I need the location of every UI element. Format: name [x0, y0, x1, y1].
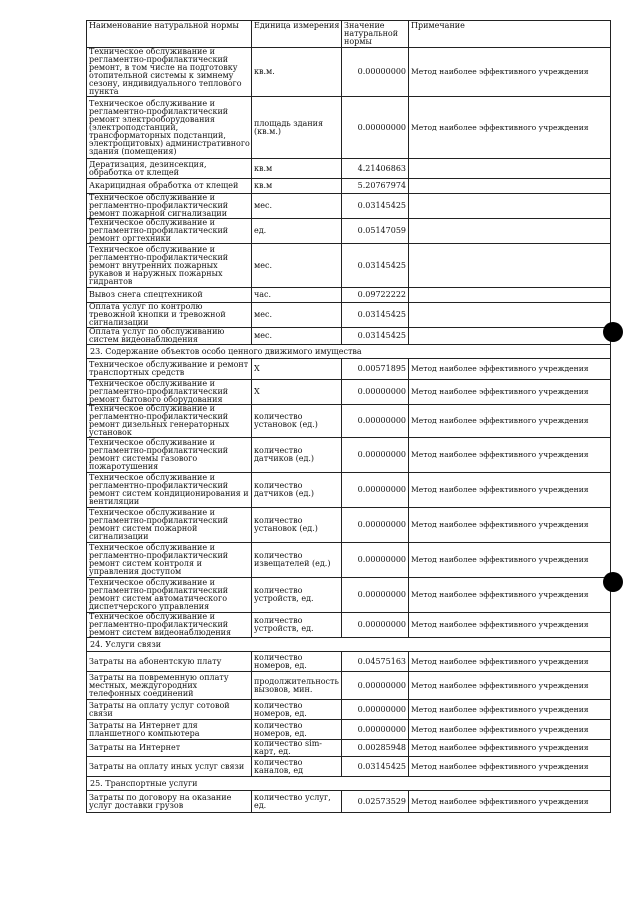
row-unit: количество каналов, ед [252, 757, 342, 777]
row-name: Затраты на Интернет [87, 740, 252, 757]
row-unit: мес. [252, 328, 342, 345]
row-note [409, 244, 611, 288]
row-value: 0.00571895 [342, 359, 409, 380]
row-value: 0.00000000 [342, 405, 409, 438]
row-note [409, 303, 611, 328]
section-row [87, 777, 611, 791]
row-note: Метод наиболее эффективного учреждения [409, 652, 611, 672]
table-row [87, 672, 611, 700]
table-row [87, 288, 611, 303]
row-note: Метод наиболее эффективного учреждения [409, 578, 611, 613]
row-note: Метод наиболее эффективного учреждения [409, 508, 611, 543]
table-row [87, 791, 611, 813]
row-note [409, 219, 611, 244]
row-value: 0.00000000 [342, 438, 409, 473]
row-name: Техническое обслуживание и регламентно-профилактический ремонт бытового оборудования [87, 380, 252, 405]
row-name: Затраты на Интернет для планшетного компьютера [87, 720, 252, 740]
row-value: 0.03145425 [342, 328, 409, 345]
row-note: Метод наиболее эффективного учреждения [409, 700, 611, 720]
row-note: Метод наиболее эффективного учреждения [409, 359, 611, 380]
row-note: Метод наиболее эффективного учреждения [409, 438, 611, 473]
row-name: Техническое обслуживание и регламентно-профилактический ремонт внутренних пожарных рукавов и наружных пожарных гидрантов [87, 244, 252, 288]
row-name: Техническое обслуживание и регламентно-профилактический ремонт пожарной сигнализации [87, 194, 252, 219]
row-note: Метод наиболее эффективного учреждения [409, 791, 611, 813]
row-value: 0.03145425 [342, 194, 409, 219]
table-row [87, 359, 611, 380]
table-row [87, 757, 611, 777]
row-name: Затраты на оплату иных услуг связи [87, 757, 252, 777]
row-name: Техническое обслуживание и ремонт транспортных средств [87, 359, 252, 380]
row-unit: кв.м. [252, 48, 342, 97]
row-name: Акарицидная обработка от клещей [87, 179, 252, 194]
row-value: 0.09722222 [342, 288, 409, 303]
row-name: Техническое обслуживание и регламентно-профилактический ремонт оргтехники [87, 219, 252, 244]
table-row [87, 328, 611, 345]
row-note: Метод наиболее эффективного учреждения [409, 613, 611, 638]
row-value: 0.03145425 [342, 244, 409, 288]
row-value: 0.00000000 [342, 700, 409, 720]
row-name: Дератизация, дезинсекция, обработка от клещей [87, 159, 252, 179]
binder-hole-bottom [603, 572, 623, 592]
row-value: 0.00000000 [342, 48, 409, 97]
section-title: 25. Транспортные услуги [87, 777, 611, 791]
row-note [409, 179, 611, 194]
row-unit: количество услуг, ед. [252, 791, 342, 813]
table-row [87, 578, 611, 613]
row-name: Оплата услуг по контролю тревожной кнопки и тревожной сигнализации [87, 303, 252, 328]
header-value: Значение натуральной нормы [342, 21, 409, 48]
section-row [87, 345, 611, 359]
row-value: 0.03145425 [342, 303, 409, 328]
table-row [87, 48, 611, 97]
table-row [87, 97, 611, 159]
row-unit: ед. [252, 219, 342, 244]
row-note [409, 159, 611, 179]
table-row [87, 194, 611, 219]
row-name: Техническое обслуживание и регламентно-профилактический ремонт систем контроля и управления доступом [87, 543, 252, 578]
row-note [409, 288, 611, 303]
row-note: Метод наиболее эффективного учреждения [409, 740, 611, 757]
row-value: 0.00000000 [342, 672, 409, 700]
row-value: 0.00000000 [342, 543, 409, 578]
section-row [87, 638, 611, 652]
table-row [87, 700, 611, 720]
table-row [87, 219, 611, 244]
row-unit: кв.м [252, 179, 342, 194]
row-name: Техническое обслуживание и регламентно-профилактический ремонт, в том числе на подготовку отопительной системы к зимнему сезону, индивидуального теплового пункта [87, 48, 252, 97]
row-unit: количество установок (ед.) [252, 508, 342, 543]
table-row [87, 303, 611, 328]
row-note: Метод наиболее эффективного учреждения [409, 380, 611, 405]
table-row [87, 179, 611, 194]
row-unit: час. [252, 288, 342, 303]
table-row [87, 473, 611, 508]
row-name: Техническое обслуживание и регламентно-профилактический ремонт систем пожарной сигнализации [87, 508, 252, 543]
row-unit: продолжительность вызовов, мин. [252, 672, 342, 700]
header-name: Наименование натуральной нормы [87, 21, 252, 48]
row-value: 0.00000000 [342, 578, 409, 613]
row-value: 0.00000000 [342, 97, 409, 159]
row-unit: мес. [252, 303, 342, 328]
row-unit: количество номеров, ед. [252, 700, 342, 720]
row-note: Метод наиболее эффективного учреждения [409, 473, 611, 508]
section-title: 24. Услуги связи [87, 638, 611, 652]
header-note: Примечание [409, 21, 611, 48]
norms-table-body [87, 21, 611, 813]
row-unit: количество установок (ед.) [252, 405, 342, 438]
norms-table [86, 20, 611, 813]
row-unit: площадь здания (кв.м.) [252, 97, 342, 159]
table-row [87, 380, 611, 405]
section-title: 23. Содержание объектов особо ценного движимого имущества [87, 345, 611, 359]
row-value: 0.04575163 [342, 652, 409, 672]
header-row [87, 21, 611, 48]
row-name: Затраты по договору на оказание услуг доставки грузов [87, 791, 252, 813]
binder-hole-top [603, 322, 623, 342]
row-unit: Х [252, 380, 342, 405]
row-note: Метод наиболее эффективного учреждения [409, 757, 611, 777]
row-name: Техническое обслуживание и регламентно-профилактический ремонт систем видеонаблюдения [87, 613, 252, 638]
row-value: 0.00000000 [342, 613, 409, 638]
row-value: 5.20767974 [342, 179, 409, 194]
row-note: Метод наиболее эффективного учреждения [409, 405, 611, 438]
table-row [87, 613, 611, 638]
row-name: Оплата услуг по обслуживанию систем видеонаблюдения [87, 328, 252, 345]
table-row [87, 652, 611, 672]
header-unit: Единица измерения [252, 21, 342, 48]
row-note: Метод наиболее эффективного учреждения [409, 97, 611, 159]
table-row [87, 740, 611, 757]
row-value: 0.00000000 [342, 508, 409, 543]
row-name: Затраты на оплату услуг сотовой связи [87, 700, 252, 720]
row-unit: количество номеров, ед. [252, 652, 342, 672]
row-name: Техническое обслуживание и регламентно-профилактический ремонт дизельных генераторных установок [87, 405, 252, 438]
row-value: 0.00285948 [342, 740, 409, 757]
row-unit: количество извещателей (ед.) [252, 543, 342, 578]
row-value: 4.21406863 [342, 159, 409, 179]
row-unit: количество устройств, ед. [252, 578, 342, 613]
table-row [87, 159, 611, 179]
row-unit: мес. [252, 244, 342, 288]
row-name: Техническое обслуживание и регламентно-профилактический ремонт систем автоматического диспетчерского управления [87, 578, 252, 613]
row-name: Затраты на абонентскую плату [87, 652, 252, 672]
row-name: Техническое обслуживание и регламентно-профилактический ремонт электрооборудования (электроподстанций, трансформаторных подстанций, электрощитовых) административного здания (помещения) [87, 97, 252, 159]
row-value: 0.03145425 [342, 757, 409, 777]
table-row [87, 438, 611, 473]
row-unit: количество номеров, ед. [252, 720, 342, 740]
row-unit: количество датчиков (ед.) [252, 438, 342, 473]
row-unit: количество sim-карт, ед. [252, 740, 342, 757]
row-name: Техническое обслуживание и регламентно-профилактический ремонт системы газового пожаротушения [87, 438, 252, 473]
row-value: 0.00000000 [342, 380, 409, 405]
row-unit: кв.м [252, 159, 342, 179]
row-value: 0.05147059 [342, 219, 409, 244]
row-note: Метод наиболее эффективного учреждения [409, 543, 611, 578]
row-value: 0.00000000 [342, 473, 409, 508]
table-row [87, 405, 611, 438]
table-row [87, 508, 611, 543]
row-name: Техническое обслуживание и регламентно-профилактический ремонт систем кондиционирования и вентиляции [87, 473, 252, 508]
row-unit: Х [252, 359, 342, 380]
table-row [87, 244, 611, 288]
row-note: Метод наиболее эффективного учреждения [409, 672, 611, 700]
row-name: Затраты на повременную оплату местных, междугородних телефонных соединений [87, 672, 252, 700]
row-name: Вывоз снега спецтехникой [87, 288, 252, 303]
row-note: Метод наиболее эффективного учреждения [409, 48, 611, 97]
row-note: Метод наиболее эффективного учреждения [409, 720, 611, 740]
table-row [87, 720, 611, 740]
row-unit: количество датчиков (ед.) [252, 473, 342, 508]
row-note [409, 328, 611, 345]
row-unit: мес. [252, 194, 342, 219]
table-row [87, 543, 611, 578]
row-value: 0.02573529 [342, 791, 409, 813]
row-note [409, 194, 611, 219]
row-unit: количество устройств, ед. [252, 613, 342, 638]
row-value: 0.00000000 [342, 720, 409, 740]
